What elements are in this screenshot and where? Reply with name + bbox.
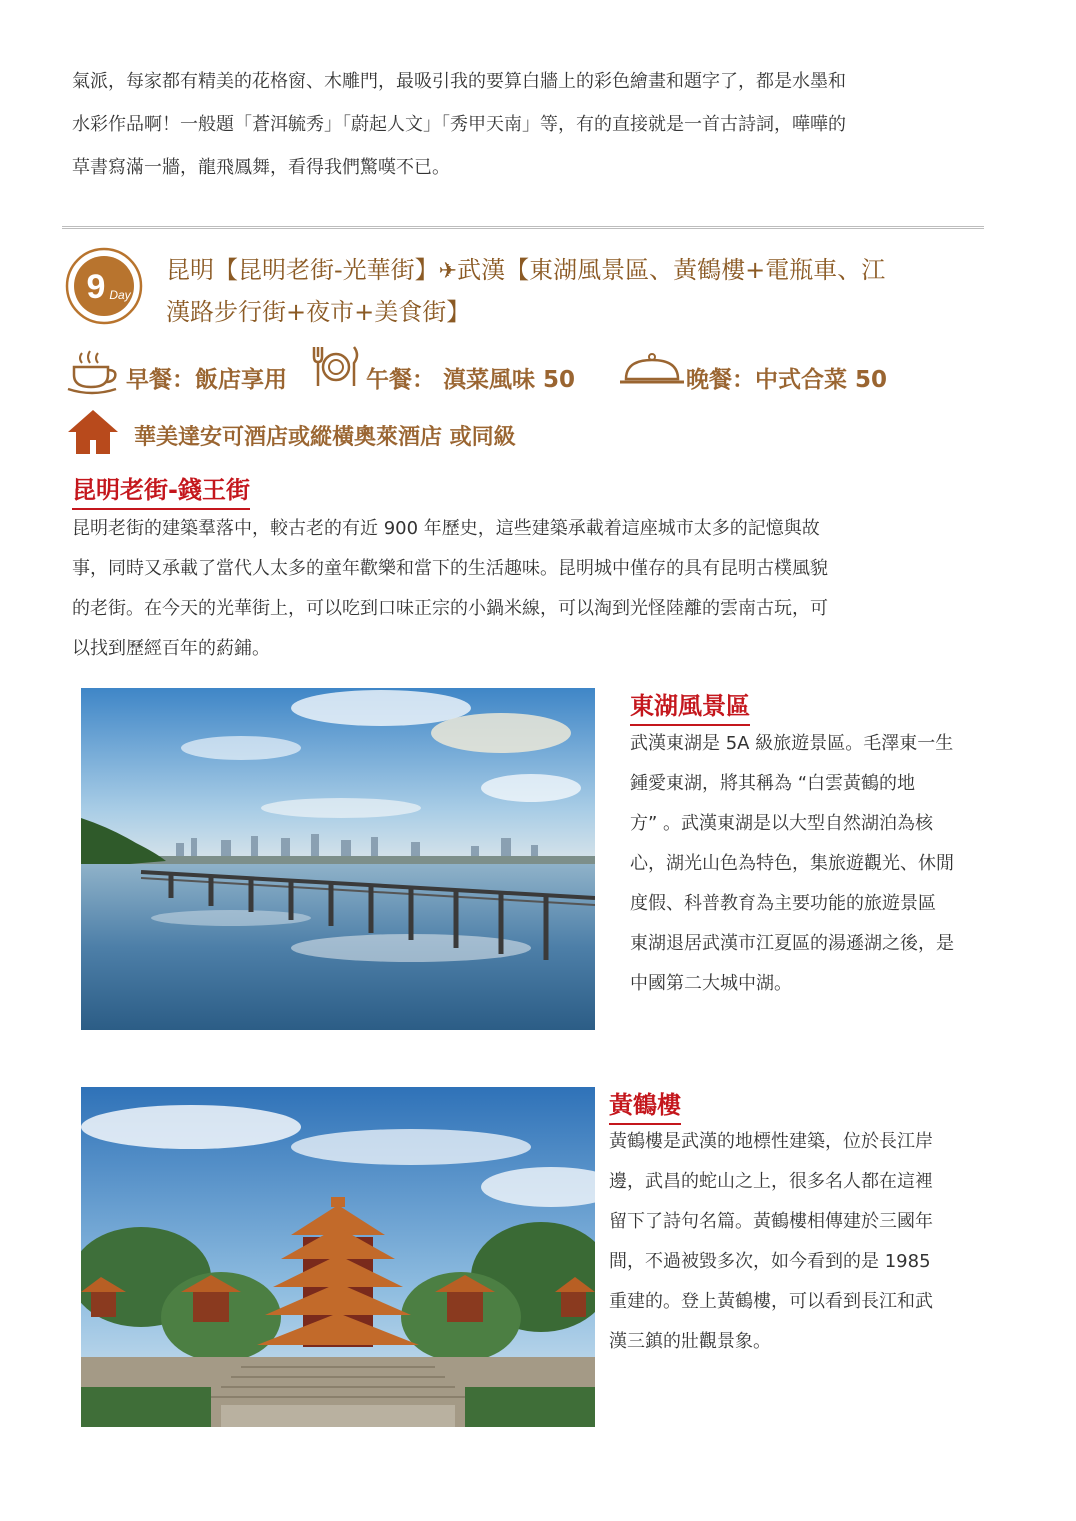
food-cloche-icon	[618, 351, 686, 391]
day-badge	[64, 246, 144, 326]
day-title	[166, 250, 996, 332]
paragraph-line: 重建的。登上黃鶴樓，可以看到長江和武	[609, 1291, 933, 1312]
paragraph-line: 武漢東湖是 5A 級旅遊景區。毛澤東一生	[630, 733, 954, 754]
day-title-part1: 昆明【昆明老街-光華街】	[166, 256, 439, 284]
lunch-text: 午餐： 滇菜風味 50	[366, 367, 576, 393]
yellow-crane-tower-paragraph	[609, 1122, 1004, 1362]
paragraph-line: 邊，武昌的蛇山之上，很多名人都在這裡	[609, 1171, 933, 1192]
plane-icon: ✈	[438, 259, 458, 284]
paragraph-line: 度假、科普教育為主要功能的旅遊景區	[630, 893, 936, 914]
paragraph-line: 的老街。在今天的光華街上，可以吃到口味正宗的小鍋米線，可以淘到光怪陸離的雲南古玩，可	[72, 598, 828, 619]
east-lake-paragraph	[630, 724, 1004, 1004]
meals-row	[66, 343, 1026, 403]
kunming-section-title: 昆明老街-錢王街	[72, 470, 250, 510]
intro-line: 氣派，每家都有精美的花格窗、木雕門，最吸引我的要算白牆上的彩色繪畫和題字了，都是水墨和	[72, 71, 846, 92]
paragraph-line: 漢三鎮的壯觀景象。	[609, 1331, 771, 1352]
day-number: 9	[86, 268, 106, 306]
paragraph-line: 黃鶴樓是武漢的地標性建築，位於長江岸	[609, 1131, 933, 1152]
paragraph-line: 昆明老街的建築羣落中，較古老的有近 900 年歷史，這些建築承載着這座城市太多的記憶與故	[72, 518, 820, 539]
hotel-row	[66, 408, 766, 458]
paragraph-line: 心，湖光山色為特色，集旅遊觀光、休閒	[630, 853, 954, 874]
paragraph-line: 鍾愛東湖，將其稱為 “白雲黃鶴的地	[630, 773, 916, 794]
section-divider	[62, 226, 984, 229]
day-title-part2: 武漢【東湖風景區、黃鶴樓+電瓶車、江	[457, 256, 886, 284]
intro-line: 水彩作品啊！一般題「蒼洱毓秀」「蔚起人文」「秀甲天南」等，有的直接就是一首古詩詞，嘩嘩的	[72, 114, 846, 135]
day-label: Day	[109, 288, 131, 302]
paragraph-line: 中國第二大城中湖。	[630, 973, 792, 994]
paragraph-line: 間，不過被毀多次，如今看到的是 1985	[609, 1251, 931, 1272]
paragraph-line: 東湖退居武漢市江夏區的湯遜湖之後，是	[630, 933, 954, 954]
breakfast-text: 早餐：飯店享用	[126, 367, 287, 393]
intro-line: 草書寫滿一牆，龍飛鳳舞，看得我們驚嘆不已。	[72, 157, 450, 178]
dinner-text: 晚餐：中式合菜 50	[686, 367, 888, 393]
yellow-crane-tower-photo	[81, 1087, 595, 1427]
day-title-line2: 漢路步行街+夜市+美食街】	[166, 298, 471, 326]
east-lake-photo	[81, 688, 595, 1030]
plate-cutlery-icon	[308, 343, 362, 389]
paragraph-line: 留下了詩句名篇。黃鶴樓相傳建於三國年	[609, 1211, 933, 1232]
house-icon	[66, 408, 120, 456]
coffee-cup-icon	[66, 349, 120, 395]
east-lake-section-title: 東湖風景區	[630, 686, 750, 726]
yellow-crane-tower-section-title: 黃鶴樓	[609, 1085, 681, 1125]
paragraph-line: 以找到歷經百年的葯鋪。	[72, 638, 270, 659]
hotel-text: 華美達安可酒店或縱橫奧萊酒店 或同級	[134, 425, 516, 450]
paragraph-line: 事，同時又承載了當代人太多的童年歡樂和當下的生活趣味。昆明城中僅存的具有昆明古樸風貌	[72, 558, 828, 579]
paragraph-line: 方” 。武漢東湖是以大型自然湖泊為核	[630, 813, 934, 834]
intro-paragraph	[72, 60, 1012, 189]
kunming-paragraph	[72, 509, 1002, 669]
